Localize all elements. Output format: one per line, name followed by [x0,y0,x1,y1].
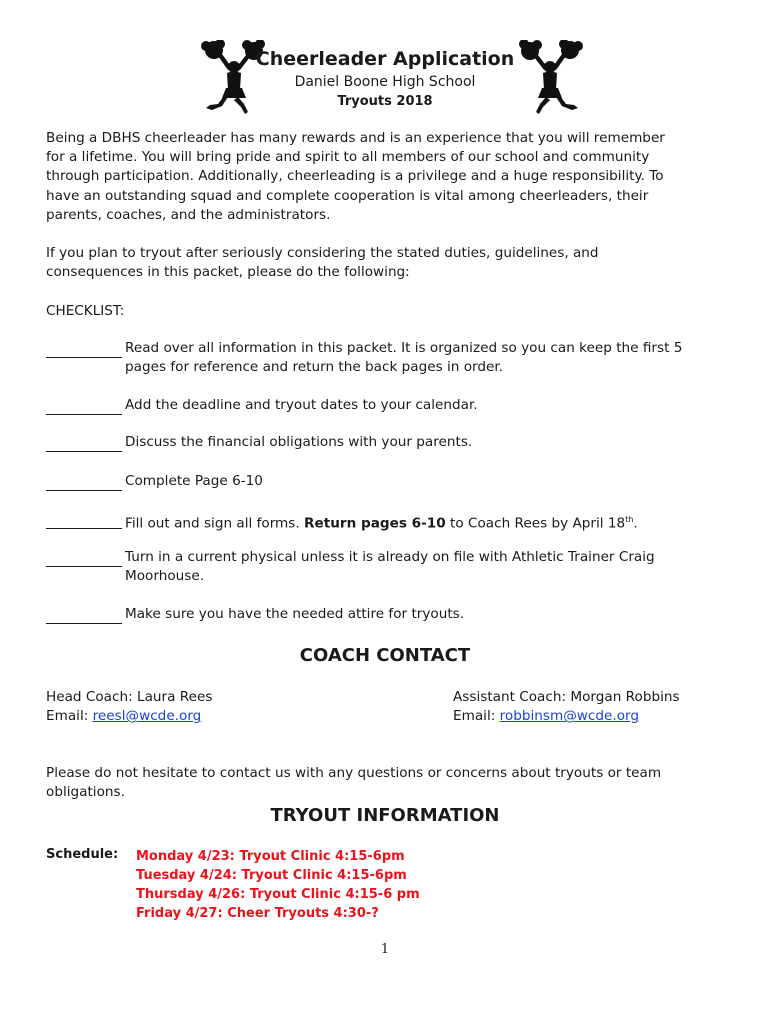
intro-line: Being a DBHS cheerleader has many rewards and is an experience that you will remember [46,130,665,146]
schedule-item: Tuesday 4/24: Tryout Clinic 4:15-6pm [136,868,407,883]
checklist-item-text: to Coach Rees by April 18 [445,515,626,532]
plan-paragraph [46,244,726,282]
schedule-item: Friday 4/27: Cheer Tryouts 4:30-? [136,906,379,921]
checklist-item: Complete Page 6-10 [125,473,263,489]
email-label: Email: [46,708,93,725]
schedule-item: Monday 4/23: Tryout Clinic 4:15-6pm [136,849,405,864]
tryout-year: Tryouts 2018 [337,94,433,109]
head-coach-name: Head Coach: Laura Rees [46,689,213,705]
assistant-coach-email-link[interactable]: robbinsm@wcde.org [499,708,640,725]
plan-line: consequences in this packet, please do the following: [46,264,410,281]
schedule-label: Schedule: [46,847,119,862]
checklist-blank-2[interactable] [46,398,122,415]
checklist-item: Make sure you have the needed attire for tryouts. [125,606,465,622]
intro-line: through participation. Additionally, cheerleading is a privilege and a huge responsibility. To [46,168,664,185]
checklist-item-line: Moorhouse. [125,568,205,585]
checklist-item-emphasis: Return pages 6-10 [304,515,446,532]
checklist-blank-3[interactable] [46,435,122,452]
checklist-item [125,339,725,377]
checklist-item [125,548,725,586]
checklist-item-text: . [633,515,638,532]
contact-note [46,764,726,802]
email-label: Email: [453,708,500,725]
checklist-blank-5[interactable] [46,512,122,529]
plan-line: If you plan to tryout after seriously considering the stated duties, guidelines, and [46,245,599,261]
checklist-item: Add the deadline and tryout dates to your calendar. [125,397,478,413]
assistant-coach-email-row [453,707,680,726]
schedule-item: Thursday 4/26: Tryout Clinic 4:15-6 pm [136,887,420,902]
checklist-label: CHECKLIST: [46,303,125,319]
head-coach-email-link[interactable]: reesl@wcde.org [92,708,202,725]
checklist-blank-6[interactable] [46,550,122,567]
intro-line: have an outstanding squad and complete cooperation is vital among cheerleaders, their [46,187,649,204]
assistant-coach-name: Assistant Coach: Morgan Robbins [453,689,680,705]
checklist-blank-1[interactable] [46,341,122,358]
checklist-item-text: Fill out and sign all forms. [125,515,305,532]
intro-paragraph [46,129,726,225]
schedule-list [136,847,420,923]
head-coach-email-row [46,707,212,726]
checklist-item [125,510,725,534]
page-title: Cheerleader Application [255,48,515,70]
contact-note-line: Please do not hesitate to contact us with any questions or concerns about tryouts or team [46,765,662,781]
tryout-info-heading: TRYOUT INFORMATION [270,805,500,826]
coach-contact-heading: COACH CONTACT [299,645,471,666]
school-name: Daniel Boone High School [294,74,476,90]
head-coach [46,688,212,726]
page-number: 1 [380,942,390,957]
checklist-item-line: pages for reference and return the back pages in order. [125,359,504,376]
checklist-item-line: Turn in a current physical unless it is already on file with Athletic Trainer Craig [125,549,655,565]
checklist-item-line: Read over all information in this packet. It is organized so you can keep the first 5 [125,340,683,356]
checklist-blank-7[interactable] [46,607,122,624]
date-suffix: th [625,515,634,524]
checklist-blank-4[interactable] [46,474,122,491]
assistant-coach [453,688,680,726]
contact-note-line: obligations. [46,784,125,801]
intro-line: parents, coaches, and the administrators. [46,206,331,223]
intro-line: for a lifetime. You will bring pride and spirit to all members of our school and community [46,149,650,166]
checklist-item: Discuss the financial obligations with your parents. [125,434,473,450]
